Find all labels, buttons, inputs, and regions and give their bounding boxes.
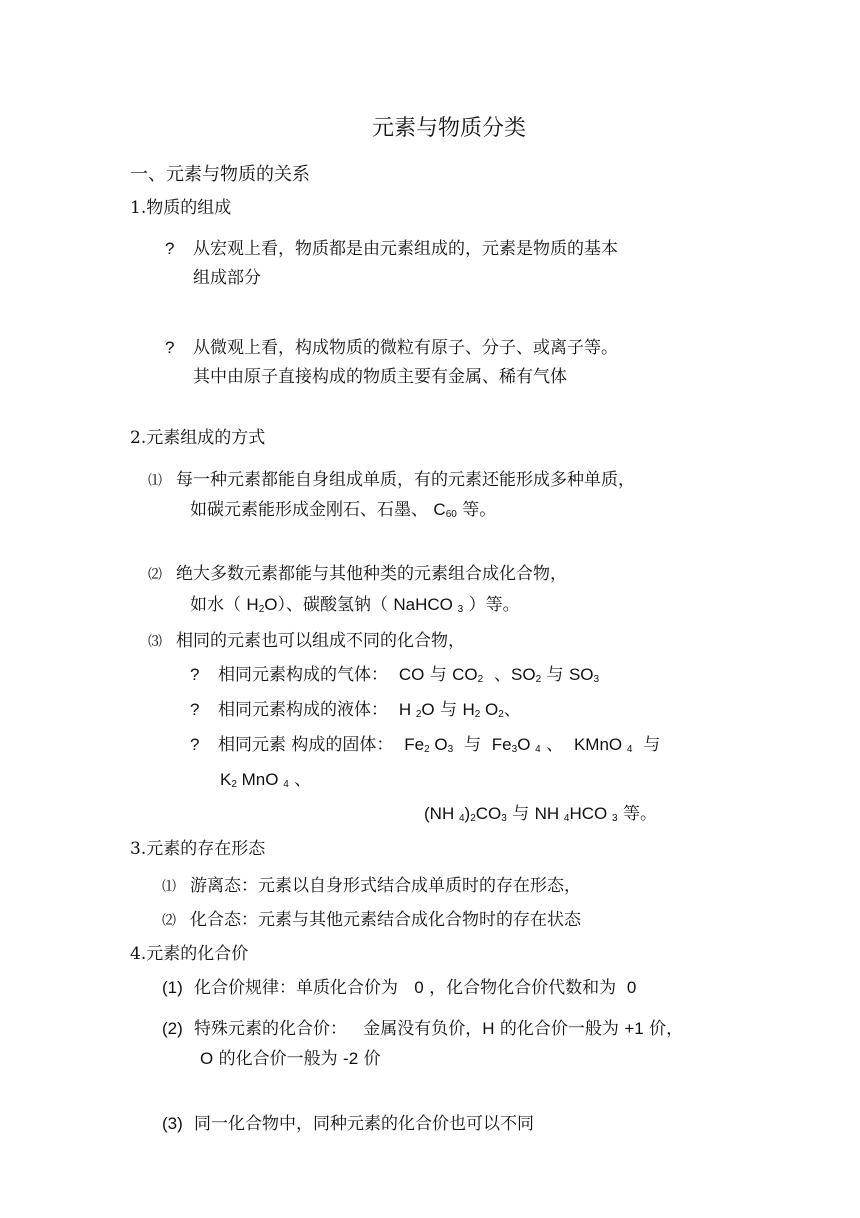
formula-symbol: H — [462, 700, 475, 719]
item-number: ⑵ — [162, 913, 176, 929]
page-title: 元素与物质分类 — [372, 116, 527, 141]
formula-symbol: O — [264, 595, 278, 614]
bullet-solid-cont — [220, 769, 311, 791]
formula-symbol: (NH — [424, 804, 455, 823]
formula-subscript: 4 — [283, 779, 289, 790]
value-minus-two: -2 — [343, 1049, 359, 1068]
item-number: ⑴ — [148, 473, 162, 489]
formula-subscript: 2 — [498, 709, 504, 720]
bullet-micro-cont: 其中由原子直接构成的物质主要有金属、稀有气体 — [193, 367, 567, 387]
formula-symbol: Fe — [491, 735, 512, 754]
formula-subscript: 4 — [535, 744, 541, 755]
bullet-liquid — [190, 699, 521, 721]
bullet-label: 相同元素构成的气体： — [218, 665, 388, 685]
item-compounds-cont — [190, 594, 520, 616]
item-text: ）等。 — [468, 595, 520, 615]
item-special-valence — [162, 1018, 683, 1040]
item-free-state — [162, 875, 581, 898]
subheading-valence: 4.元素的化合价 — [130, 944, 249, 964]
formula-symbol: NH — [534, 804, 560, 823]
bullet-marker: ? — [190, 700, 200, 719]
formula-subscript: 2 — [477, 674, 484, 685]
item-text: 如碳元素能形成金刚石、石墨、 — [190, 500, 428, 520]
item-text: 如水（ — [190, 595, 241, 615]
value-zero: 0 — [626, 978, 637, 997]
item-same-compound-valence — [162, 1113, 534, 1135]
bullet-label: 相同元素构成的液体： — [218, 700, 388, 720]
formula-symbol: MnO — [241, 770, 279, 789]
formula-symbol: CO — [475, 804, 502, 823]
item-combined-state — [162, 909, 581, 932]
formula-symbol: HCO — [569, 804, 608, 823]
item-text: 等。 — [622, 804, 657, 824]
formula-subscript: 2 — [231, 779, 237, 790]
formula-subscript: 4 — [563, 813, 570, 824]
bullet-label: 相同元素 构成的固体： — [218, 735, 394, 755]
formula-subscript: 60 — [445, 509, 457, 520]
ammonium-line — [424, 803, 657, 825]
item-text: 每一种元素都能自身组成单质，有的元素还能形成多种单质， — [176, 470, 635, 490]
formula-symbol: NaHCO — [393, 595, 453, 614]
bullet-marker: ? — [190, 665, 200, 684]
formula-symbol: O — [434, 735, 448, 754]
subheading-existence: 3.元素的存在形态 — [130, 839, 266, 859]
formula-subscript: 2 — [415, 709, 422, 720]
formula-subscript: 3 — [593, 674, 600, 685]
formula-symbol: SO — [511, 665, 536, 684]
formula-subscript: 2 — [424, 744, 430, 755]
formula-subscript: 2 — [470, 813, 476, 824]
subheading-forming: 2.元素组成的方式 — [130, 428, 266, 448]
separator: 、 — [494, 665, 511, 685]
bullet-macro — [165, 238, 618, 260]
item-text: 的化合价一般为 — [218, 1049, 338, 1069]
connector-text: 与 — [546, 665, 564, 685]
formula-nh4hco3 — [535, 804, 618, 823]
formula-h2o — [399, 700, 435, 719]
formula-kmno4 — [574, 735, 632, 754]
item-text: 化合态：元素与其他元素结合成化合物时的存在状态 — [190, 910, 581, 930]
formula-k2mno4 — [220, 770, 289, 789]
item-text: 特殊元素的化合价： — [194, 1019, 347, 1039]
formula-h2o — [246, 595, 277, 614]
formula-co: CO — [398, 665, 425, 684]
formula-nahco3 — [393, 595, 463, 614]
bullet-micro-text: 从微观上看，构成物质的微粒有原子、分子、或离子等。 — [193, 338, 618, 358]
item-text: 绝大多数元素都能与其他种类的元素组合成化合物， — [176, 564, 567, 584]
element-o: O — [200, 1049, 214, 1068]
connector-text: 与 — [440, 700, 458, 720]
connector-text: 与 — [429, 665, 447, 685]
bullet-marker: ? — [165, 239, 175, 258]
connector-text: 与 — [643, 735, 661, 755]
formula-subscript: 3 — [501, 813, 507, 824]
formula-symbol: K — [220, 770, 232, 789]
bullet-macro-cont: 组成部分 — [193, 268, 261, 288]
section-heading-1: 一、元素与物质的关系 — [130, 164, 310, 185]
subheading-composition: 1.物质的组成 — [130, 198, 232, 218]
item-number: ⑵ — [148, 567, 162, 583]
connector-text: 与 — [463, 735, 481, 755]
formula-symbol: H — [398, 700, 412, 719]
formula-subscript: 2 — [474, 709, 481, 720]
formula-symbol: ) — [464, 804, 471, 823]
formula-symbol: Fe — [404, 735, 425, 754]
value-plus-one: +1 — [624, 1019, 644, 1038]
connector-text: 与 — [512, 804, 530, 824]
formula-symbol: SO — [568, 665, 594, 684]
item-text: ）、碳酸氢钠（ — [277, 595, 388, 615]
formula-symbol: KMnO — [573, 735, 623, 754]
separator: 、 — [294, 770, 312, 790]
formula-symbol: O — [517, 735, 531, 754]
item-number: ⑴ — [162, 879, 176, 895]
formula-nh4-2co3 — [424, 804, 507, 823]
bullet-gas — [190, 664, 599, 686]
item-text: ，化合物化合价代数和为 — [429, 978, 617, 998]
formula-subscript: 3 — [447, 744, 454, 755]
bullet-macro-text: 从宏观上看，物质都是由元素组成的，元素是物质的基本 — [193, 239, 618, 259]
formula-subscript: 4 — [458, 813, 465, 824]
bullet-solid — [190, 734, 660, 756]
formula-subscript: 4 — [626, 744, 633, 755]
item-valence-rule — [162, 977, 636, 999]
formula-subscript: 3 — [612, 813, 618, 824]
element-h: H — [482, 1019, 495, 1038]
formula-fe2o3 — [404, 735, 453, 754]
formula-symbol: H — [246, 595, 259, 614]
item-number: (1) — [162, 978, 183, 997]
formula-symbol: CO — [452, 665, 478, 684]
separator: 、 — [546, 735, 564, 755]
item-number: (3) — [162, 1114, 183, 1133]
formula-symbol: C — [433, 500, 446, 519]
bullet-marker: ? — [190, 735, 200, 754]
formula-so3 — [569, 665, 599, 684]
item-text: 化合价规律：单质化合价为 — [194, 978, 398, 998]
item-single-element-cont — [190, 499, 496, 521]
bullet-marker: ? — [165, 338, 175, 357]
formula-subscript: 3 — [457, 604, 464, 615]
formula-symbol: O — [421, 700, 435, 719]
bullet-micro — [165, 337, 618, 359]
item-text: 游离态：元素以自身形式结合成单质时的存在形态， — [190, 876, 581, 896]
formula-h2o2 — [462, 700, 503, 719]
formula-c60 — [433, 500, 456, 519]
item-compounds — [148, 563, 567, 586]
item-text: 等。 — [462, 500, 497, 520]
value-zero: 0 — [414, 978, 424, 997]
item-text: 价 — [363, 1049, 381, 1069]
formula-subscript: 3 — [511, 744, 518, 755]
formula-symbol: O — [485, 700, 499, 719]
separator: 、 — [503, 700, 521, 720]
item-text: 相同的元素也可以组成不同的化合物， — [176, 631, 465, 651]
item-same-elements — [148, 630, 465, 653]
item-text: 同一化合物中，同种元素的化合价也可以不同 — [194, 1114, 534, 1134]
item-text: 金属没有负价， — [363, 1019, 483, 1039]
item-text: 的化合价一般为 — [499, 1019, 619, 1039]
formula-co2 — [452, 665, 483, 684]
formula-subscript: 2 — [535, 674, 542, 685]
formula-fe3o4 — [492, 735, 541, 754]
formula-subscript: 2 — [258, 604, 265, 615]
item-number: ⑶ — [148, 634, 162, 650]
item-special-valence-cont — [200, 1048, 381, 1070]
item-text: 价， — [649, 1019, 684, 1039]
item-single-element — [148, 469, 635, 492]
formula-so2 — [511, 665, 541, 684]
item-number: (2) — [162, 1019, 183, 1038]
